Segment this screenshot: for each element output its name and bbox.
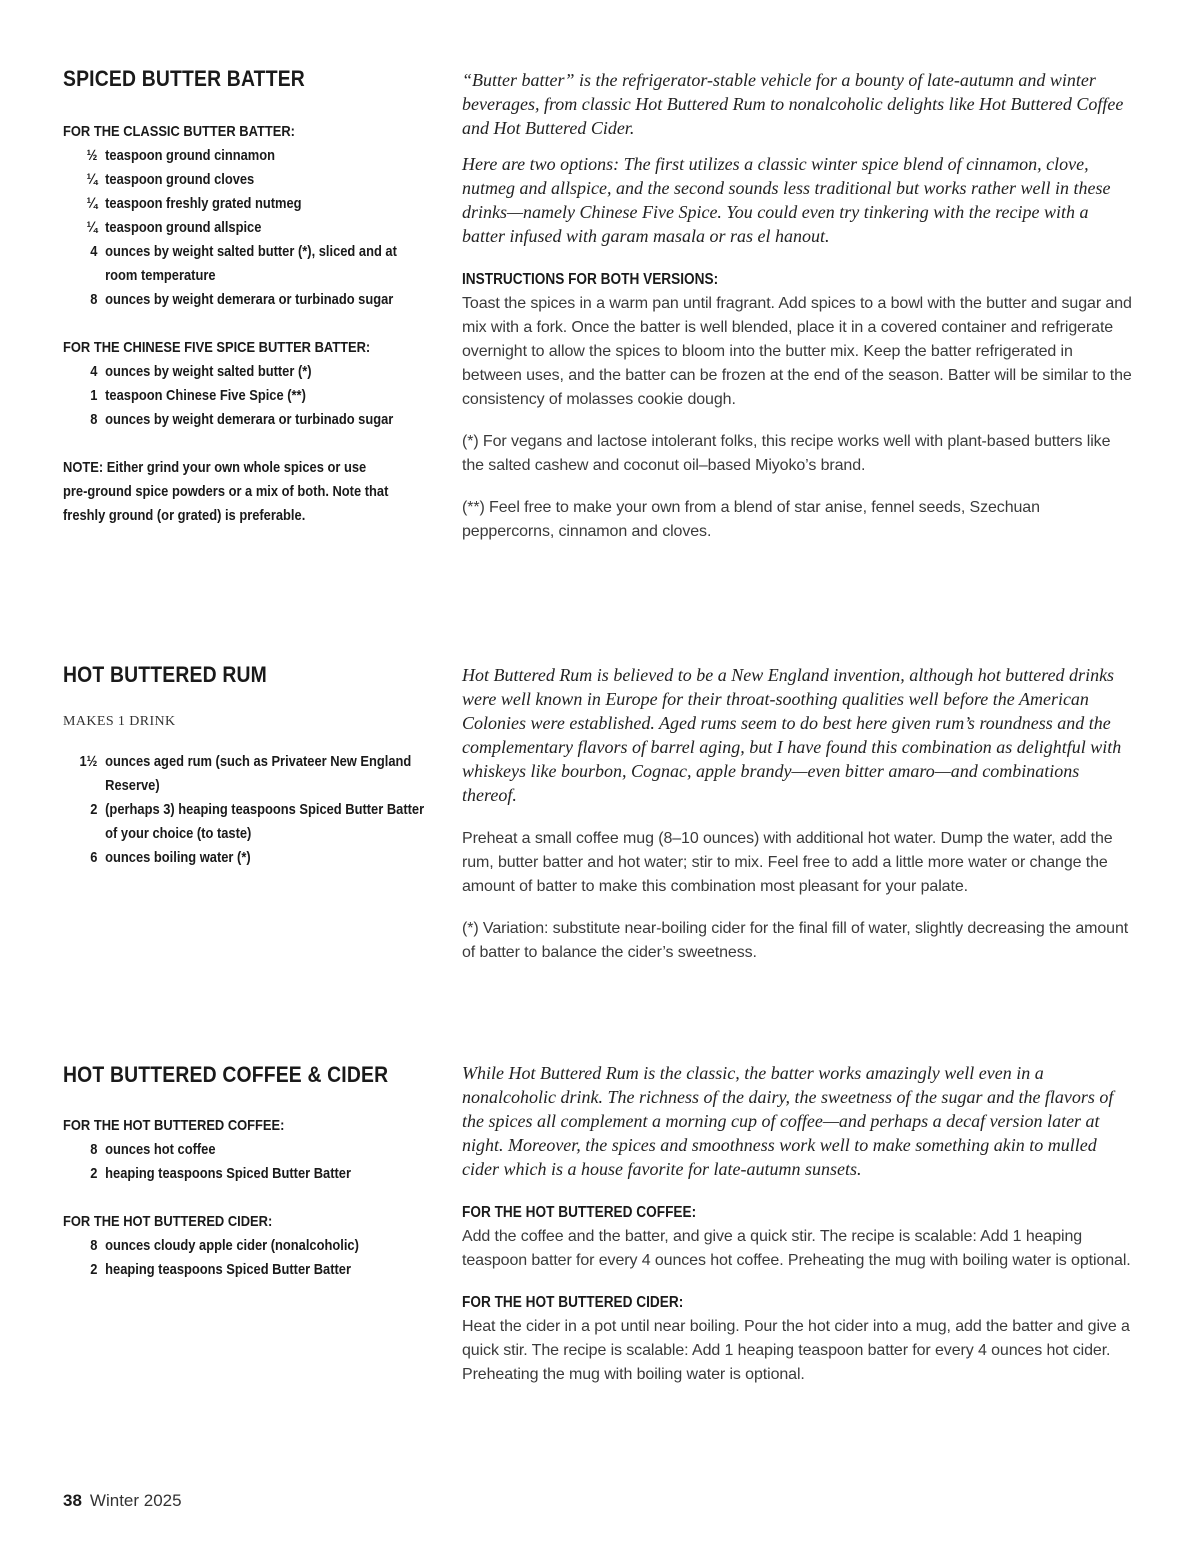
ingredient-qty: 1½ xyxy=(79,753,98,770)
ingredient-qty: ½ xyxy=(86,147,98,164)
ingredient-qty: 4 xyxy=(90,363,98,380)
ingredient-list xyxy=(63,144,438,312)
ingredient-text: teaspoon ground cinnamon xyxy=(105,147,275,164)
ingredient-item xyxy=(63,192,429,216)
ingredient-text: teaspoon freshly grated nutmeg xyxy=(105,195,302,212)
makes-label: MAKES 1 DRINK xyxy=(63,714,176,729)
body-paragraph: Preheat a small coffee mug (8–10 ounces) with additional hot water. Dump the water, add the rum, butter batter and hot water; stir to mix. Feel free to add a little more water or change the amount of batter to make this combination most pleasant for your palate. xyxy=(462,830,1113,895)
ingredient-list xyxy=(63,1234,438,1282)
group-heading: FOR THE CLASSIC BUTTER BATTER: xyxy=(63,123,295,140)
section-title: HOT BUTTERED RUM xyxy=(63,662,267,687)
ingredient-text: ounces boiling water (*) xyxy=(105,849,251,866)
ingredient-item xyxy=(63,1234,429,1258)
ingredient-item xyxy=(63,846,429,870)
ingredient-item xyxy=(63,750,429,798)
ingredient-item xyxy=(63,1138,429,1162)
ingredient-qty: 8 xyxy=(90,1237,98,1254)
ingredient-item xyxy=(63,288,429,312)
ingredient-qty: 4 xyxy=(90,243,98,260)
intro-paragraph: While Hot Buttered Rum is the classic, the batter works amazingly well even in a nonalcoholic drink. The richness of the dairy, the sweetness of the sugar and the flavors of the spices all complement a morning cup of coffee—and perhaps a decaf version later at night. Moreover, the spices and smoothness work well to make something akin to mulled cider which is a house favorite for late-autumn sunsets. xyxy=(462,1063,1114,1179)
ingredient-text: ounces by weight salted butter (*), sliced and at room temperature xyxy=(105,243,397,284)
instructions-heading: INSTRUCTIONS FOR BOTH VERSIONS: xyxy=(462,271,719,288)
ingredient-qty: 1 xyxy=(90,387,98,404)
section-title: HOT BUTTERED COFFEE & CIDER xyxy=(63,1062,389,1087)
step-heading: FOR THE HOT BUTTERED COFFEE: xyxy=(462,1204,697,1221)
ingredient-qty: 8 xyxy=(90,1141,98,1158)
spice-note: NOTE: Either grind your own whole spices or use pre-ground spice powders or a mix of both. Note that freshly ground (or grated) is preferable. xyxy=(63,459,389,524)
ingredient-qty: ¼ xyxy=(86,195,98,212)
body-paragraph: Heat the cider in a pot until near boiling. Pour the hot cider into a mug, add the batter and give a quick stir. The recipe is scalable: Add 1 heaping teaspoon batter for every 4 ounces hot cider. Preheating the mug with boiling water is optional. xyxy=(462,1318,1130,1383)
ingredient-qty: 6 xyxy=(90,849,98,866)
coffee-cider-ingredients xyxy=(63,1062,438,1282)
body-paragraph: (*) For vegans and lactose intolerant folks, this recipe works well with plant-based butters like the salted cashew and coconut oil–based Miyoko’s brand. xyxy=(462,433,1111,474)
hot-buttered-rum-text xyxy=(462,663,1132,983)
ingredient-qty: 2 xyxy=(90,1165,98,1182)
ingredient-qty: ¼ xyxy=(86,219,98,236)
ingredient-text: ounces hot coffee xyxy=(105,1141,216,1158)
group-heading: FOR THE CHINESE FIVE SPICE BUTTER BATTER: xyxy=(63,339,371,356)
ingredient-text: ounces by weight salted butter (*) xyxy=(105,363,312,380)
spiced-butter-batter-ingredients xyxy=(63,66,438,528)
ingredient-text: teaspoon Chinese Five Spice (**) xyxy=(105,387,306,404)
hot-buttered-rum-ingredients xyxy=(63,662,438,870)
ingredient-item xyxy=(63,168,429,192)
ingredient-item xyxy=(63,1258,429,1282)
coffee-cider-text xyxy=(462,1061,1132,1405)
page-number: 38 xyxy=(63,1491,82,1510)
ingredient-item xyxy=(63,144,429,168)
ingredient-item xyxy=(63,1162,429,1186)
intro-paragraph: Hot Buttered Rum is believed to be a New England invention, although hot buttered drinks were well known in Europe for their throat-soothing qualities well before the American Colonies were established. Aged rums seem to do best here given rum’s roundness and the complementary flavors of barrel aging, but I have found this combination as delightful with whiskeys like bourbon, Cognac, apple brandy—even bitter amaro—and combinations thereof. xyxy=(462,665,1122,805)
ingredient-item xyxy=(63,798,429,846)
ingredient-text: ounces cloudy apple cider (nonalcoholic) xyxy=(105,1237,359,1254)
ingredient-list xyxy=(63,1138,438,1186)
ingredient-qty: ¼ xyxy=(86,171,98,188)
body-paragraph: (*) Variation: substitute near-boiling cider for the final fill of water, slightly decreasing the amount of batter to balance the cider’s sweetness. xyxy=(462,920,1129,961)
ingredient-list xyxy=(63,750,438,870)
ingredient-text: (perhaps 3) heaping teaspoons Spiced Butter Batter of your choice (to taste) xyxy=(105,801,425,842)
group-heading: FOR THE HOT BUTTERED COFFEE: xyxy=(63,1117,285,1134)
intro-paragraph: Here are two options: The first utilizes a classic winter spice blend of cinnamon, clove, nutmeg and allspice, and the second sounds less traditional but works rather well in these drinks—namely Chinese Five Spice. You could even try tinkering with the recipe with a batter infused with garam masala or ras el hanout. xyxy=(462,154,1111,246)
body-paragraph: Add the coffee and the batter, and give a quick stir. The recipe is scalable: Add 1 heaping teaspoon batter for every 4 ounces hot coffee. Preheating the mug with boiling water is optional. xyxy=(462,1228,1131,1269)
ingredient-text: ounces by weight demerara or turbinado sugar xyxy=(105,411,394,428)
ingredient-text: ounces aged rum (such as Privateer New England Reserve) xyxy=(105,753,412,794)
body-paragraph: (**) Feel free to make your own from a blend of star anise, fennel seeds, Szechuan peppercorns, cinnamon and cloves. xyxy=(462,499,1040,540)
body-paragraph: Toast the spices in a warm pan until fragrant. Add spices to a bowl with the butter and sugar and mix with a fork. Once the batter is well blended, place it in a covered container and refrigerate overnight to allow the spices to bloom into the butter mix. Keep the batter refrigerated in between uses, and the batter can be frozen at the end of the season. Batter will be similar to the consistency of molasses cookie dough. xyxy=(462,295,1132,408)
issue-label: Winter 2025 xyxy=(89,1491,182,1510)
page-footer xyxy=(63,1491,182,1511)
ingredient-text: heaping teaspoons Spiced Butter Batter xyxy=(105,1165,352,1182)
ingredient-list xyxy=(63,360,438,432)
ingredient-item xyxy=(63,216,429,240)
group-heading: FOR THE HOT BUTTERED CIDER: xyxy=(63,1213,273,1230)
ingredient-text: teaspoon ground allspice xyxy=(105,219,262,236)
ingredient-qty: 2 xyxy=(90,801,98,818)
step-heading: FOR THE HOT BUTTERED CIDER: xyxy=(462,1294,684,1311)
ingredient-item xyxy=(63,360,429,384)
ingredient-qty: 2 xyxy=(90,1261,98,1278)
ingredient-item xyxy=(63,384,429,408)
ingredient-text: ounces by weight demerara or turbinado sugar xyxy=(105,291,394,308)
ingredient-text: heaping teaspoons Spiced Butter Batter xyxy=(105,1261,352,1278)
ingredient-item xyxy=(63,240,429,288)
ingredient-text: teaspoon ground cloves xyxy=(105,171,255,188)
section-title: SPICED BUTTER BATTER xyxy=(63,66,305,91)
intro-paragraph: “Butter batter” is the refrigerator-stable vehicle for a bounty of late-autumn and winter beverages, from classic Hot Buttered Rum to nonalcoholic delights like Hot Buttered Coffee and Hot Buttered Cider. xyxy=(462,70,1124,138)
ingredient-qty: 8 xyxy=(90,291,98,308)
ingredient-item xyxy=(63,408,429,432)
ingredient-qty: 8 xyxy=(90,411,98,428)
spiced-butter-batter-text xyxy=(462,68,1132,562)
